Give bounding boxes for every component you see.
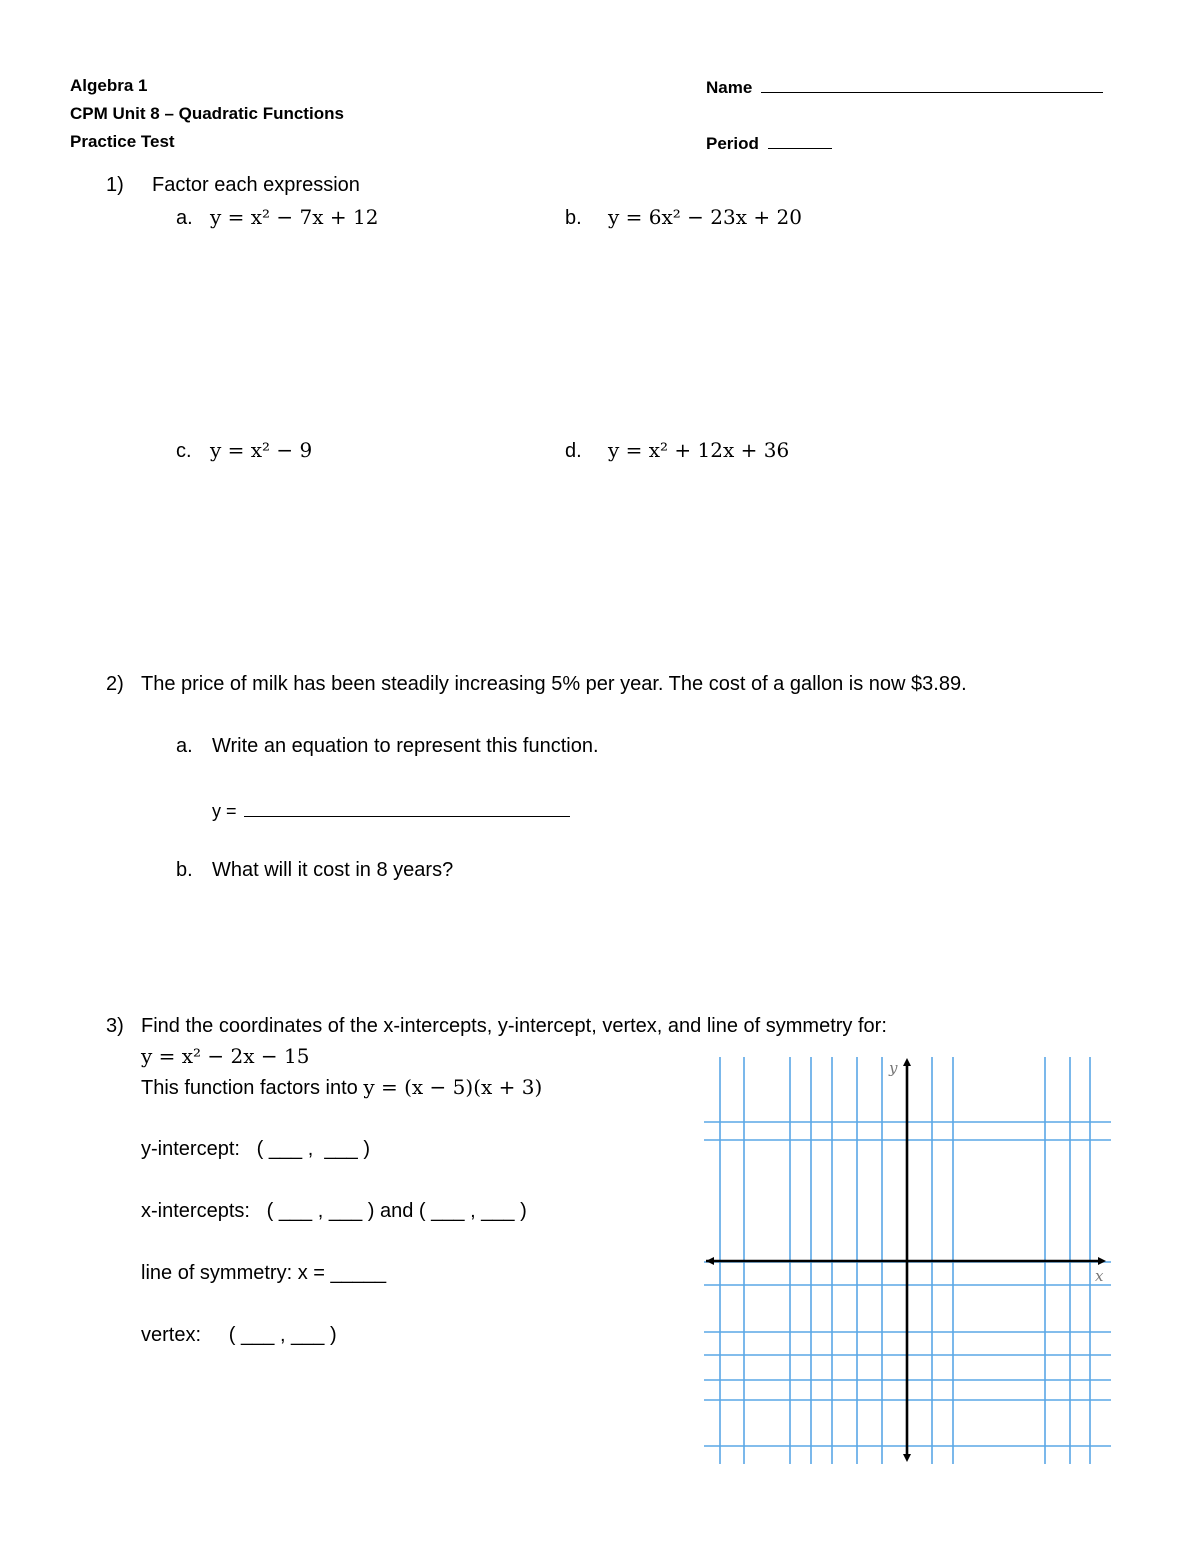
q2-number: 2) [106, 673, 124, 695]
q3-x-intercepts: x-intercepts: ( ___ , ___ ) and ( ___ , ___ ) [141, 1200, 527, 1222]
q1b-expression: y = 6x² − 23x + 20 [608, 205, 802, 229]
q3-vertex: vertex: ( ___ , ___ ) [141, 1324, 337, 1346]
course-title: Algebra 1 [70, 76, 148, 95]
period-blank[interactable] [768, 132, 832, 149]
q1-prompt: Factor each expression [152, 174, 360, 196]
q3-equation: y = x² − 2x − 15 [141, 1044, 310, 1068]
q2-y-label: y = [212, 801, 237, 821]
q3-factors-text: This function factors into [141, 1077, 358, 1099]
name-label: Name [706, 78, 753, 97]
q1d-expression: y = x² + 12x + 36 [608, 438, 790, 462]
x-axis-arrow-right [1098, 1257, 1106, 1265]
y-axis-arrow-down [903, 1454, 911, 1462]
name-field [706, 76, 1103, 98]
q3-y-intercept: y-intercept: ( ___ , ___ ) [141, 1138, 370, 1160]
q1b-label: b. [565, 207, 582, 229]
y-axis-label: y [889, 1059, 898, 1077]
coordinate-grid[interactable] [700, 1052, 1116, 1472]
unit-title: CPM Unit 8 – Quadratic Functions [70, 104, 344, 123]
period-field [706, 132, 832, 154]
q3-number: 3) [106, 1015, 124, 1037]
y-axis-arrow-up [903, 1058, 911, 1066]
name-blank[interactable] [761, 76, 1103, 93]
q1d-label: d. [565, 440, 582, 462]
test-title: Practice Test [70, 132, 175, 151]
q2a-label: a. [176, 735, 193, 757]
q1-number: 1) [106, 174, 124, 196]
q1c-label: c. [176, 440, 192, 462]
q1a-label: a. [176, 207, 193, 229]
q3-factored-expression: y = (x − 5)(x + 3) [363, 1075, 543, 1099]
x-axis-arrow-left [706, 1257, 714, 1265]
q2a-text: Write an equation to represent this function. [212, 735, 599, 757]
q2b-label: b. [176, 859, 193, 881]
q2b-text: What will it cost in 8 years? [212, 859, 454, 881]
period-label: Period [706, 134, 759, 153]
q3-factored-line [141, 1075, 542, 1100]
q2-equation-blank[interactable] [244, 800, 570, 817]
q2-answer-line [212, 800, 570, 822]
q3-symmetry: line of symmetry: x = _____ [141, 1262, 387, 1284]
q1c-expression: y = x² − 9 [210, 438, 313, 462]
q3-prompt: Find the coordinates of the x-intercepts, y-intercept, vertex, and line of symmetry for: [141, 1015, 887, 1037]
q1a-expression: y = x² − 7x + 12 [210, 205, 379, 229]
q2-prompt: The price of milk has been steadily increasing 5% per year. The cost of a gallon is now $3.89. [141, 673, 967, 695]
x-axis-label: x [1095, 1267, 1104, 1285]
